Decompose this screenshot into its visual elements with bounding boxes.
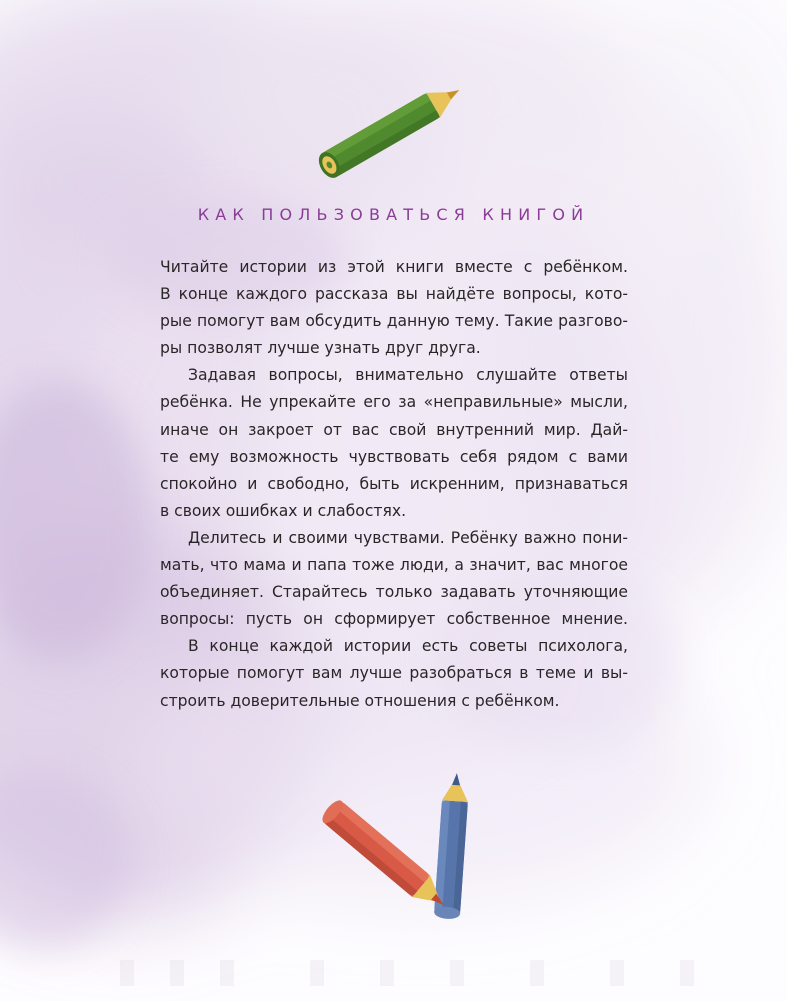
green-pencil-icon (300, 78, 480, 178)
blue-pencil-icon (434, 772, 470, 919)
text-line: иначе он закроет от вас свой внутренний мир. Дай- (160, 420, 628, 439)
text-line: Задавая вопросы, внимательно слушайте ответы (188, 366, 628, 385)
text-line: те ему возможность чувствовать себя рядом с вами (160, 447, 628, 466)
body-text (160, 254, 628, 715)
text-line: ребёнка. Не упрекайте его за «неправильные» мысли, (160, 393, 628, 412)
text-line: которые помогут вам лучше разобраться в теме и вы- (160, 664, 628, 683)
bleed-through-decoration (110, 950, 710, 990)
red-pencil-icon (320, 797, 453, 916)
text-line: спокойно и свободно, быть искренним, признаваться (160, 474, 628, 493)
text-line: объединяет. Старайтесь только задавать уточняющие (160, 583, 628, 602)
text-line: в своих ошибках и слабостях. (160, 501, 407, 520)
text-line: Читайте истории из этой книги вместе с ребёнком. (160, 258, 628, 276)
text-line: вопросы: пусть он сформирует собственное мнение. (160, 610, 628, 629)
text-line: В конце каждого рассказа вы найдёте вопросы, кото- (160, 285, 628, 304)
text-line: строить доверительные отношения с ребёнком. (160, 691, 560, 710)
text-line: Делитесь и своими чувствами. Ребёнку важно пони- (188, 528, 628, 547)
text-line: рые помогут вам обсудить данную тему. Такие разгово- (160, 312, 628, 331)
text-line: ры позволят лучше узнать друг друга. (160, 339, 481, 358)
pencils-illustration (320, 765, 490, 925)
text-line: мать, что мама и папа тоже люди, а значит, вас многое (160, 556, 628, 575)
page-title: КАК ПОЛЬЗОВАТЬСЯ КНИГОЙ (197, 205, 590, 224)
text-line: В конце каждой истории есть советы психолога, (188, 637, 628, 656)
